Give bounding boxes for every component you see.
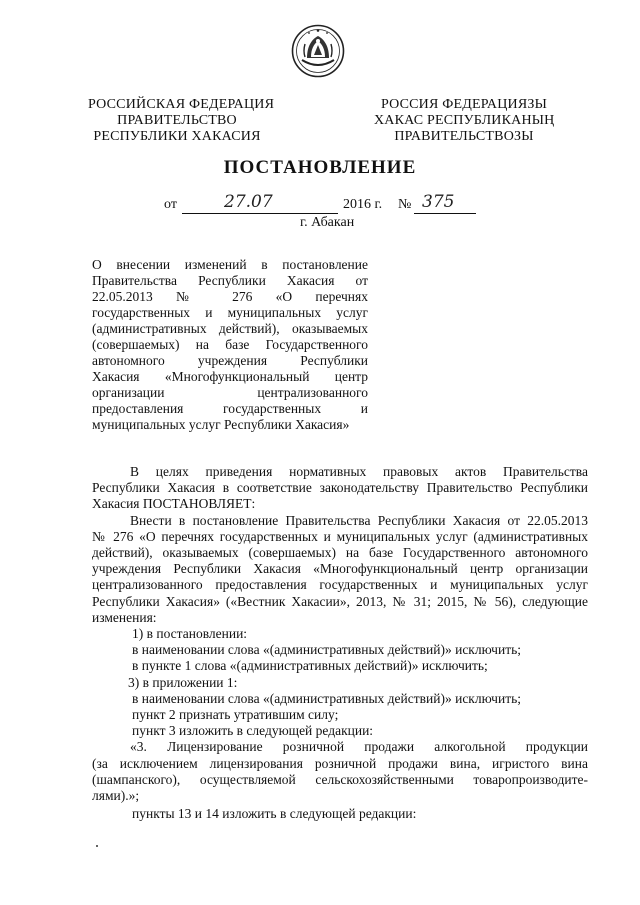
subject-line: Хакасия «Многофункциональный центр	[92, 369, 368, 384]
document-title: ПОСТАНОВЛЕНИЕ	[223, 157, 417, 178]
subject-line: О внесении изменений в постановление	[92, 257, 368, 272]
body-line: пункт 2 признать утратившим силу;	[132, 707, 339, 723]
number-sign: №	[398, 197, 412, 212]
body-line: Республики Хакасия в соответствие законодательству Правительство Республики	[92, 480, 588, 496]
body-line: пункт 3 изложить в следующей редакции:	[132, 723, 374, 739]
date-prefix: от	[164, 197, 177, 212]
subject-line: организации централизованного	[92, 385, 368, 400]
subject-line: 22.05.2013 № 276 «О перечнях	[92, 289, 368, 304]
body-line: (шампанского), осуществляемой сельскохозяйственными товаропроизводите-	[92, 771, 588, 787]
header-left-line: РЕСПУБЛИКИ ХАКАСИЯ	[93, 129, 261, 144]
body-line: централизованного предоставления государственных и муниципальных услуг	[92, 577, 588, 593]
body-line: (за исключением лицензирования розничной продажи вина, игристого вина	[92, 755, 588, 771]
body-line: 1) в постановлении:	[132, 626, 248, 642]
body-line: лями).»;	[92, 788, 140, 804]
subject-line: Правительства Республики Хакасия от	[92, 273, 368, 288]
subject-line: автономного учреждения Республики	[92, 353, 368, 368]
resolution-body	[92, 464, 588, 822]
subject-line: предоставления государственных и	[92, 401, 368, 416]
header-right-block	[374, 97, 554, 145]
header-left-line: ПРАВИТЕЛЬСТВО	[117, 113, 237, 128]
header-right-line: ХАКАС РЕСПУБЛИКАНЫҢ	[374, 113, 555, 128]
handwritten-number: 375	[422, 192, 455, 212]
body-line: № 276 «О перечнях государственных и муниципальных услуг (административных	[92, 528, 588, 544]
body-line: В целях приведения нормативных правовых актов Правительства	[130, 464, 588, 479]
year-label: 2016 г.	[343, 197, 383, 212]
page-speck	[96, 845, 98, 847]
header-left-line: РОССИЙСКАЯ ФЕДЕРАЦИЯ	[88, 97, 275, 112]
date-underline	[182, 213, 338, 214]
body-line: учреждения Республики Хакасия «Многофункциональный центр организации	[92, 561, 588, 577]
number-underline	[414, 213, 476, 214]
body-line: в наименовании слова «(административных действий)» исключить;	[132, 690, 521, 706]
body-line: изменения:	[92, 609, 157, 625]
coat-of-arms-emblem	[291, 24, 345, 78]
subject-line: (совершаемых) на базе Государственного	[92, 337, 368, 352]
header-right-line: РОССИЯ ФЕДЕРАЦИЯЗЫ	[380, 97, 548, 112]
body-line: действий), оказываемых (совершаемых) на базе Государственного автономного	[92, 545, 588, 561]
subject-block	[92, 257, 368, 433]
subject-line: (административных действий), оказываемых	[92, 321, 368, 336]
city-label: г. Абакан	[300, 215, 355, 230]
handwritten-date: 27.07	[224, 192, 273, 212]
header-left-block	[88, 97, 275, 145]
subject-line: государственных и муниципальных услуг	[92, 305, 368, 320]
body-line: пункты 13 и 14 изложить в следующей редакции:	[132, 806, 417, 822]
body-line: Республики Хакасия» («Вестник Хакасии», 2013, № 31; 2015, № 56), следующие	[92, 593, 588, 609]
body-line: «3. Лицензирование розничной продажи алкогольной продукции	[130, 739, 588, 755]
body-line: в наименовании слова «(административных действий)» исключить;	[132, 642, 521, 658]
body-line: 3) в приложении 1:	[128, 674, 238, 690]
body-line: Внести в постановление Правительства Республики Хакасия от 22.05.2013	[130, 512, 588, 528]
body-line: в пункте 1 слова «(административных действий)» исключить;	[132, 658, 488, 674]
header-right-line: ПРАВИТЕЛЬСТВОЗЫ	[394, 129, 534, 144]
subject-line: муниципальных услуг Республики Хакасия»	[92, 417, 350, 432]
body-line: Хакасия ПОСТАНОВЛЯЕТ:	[92, 496, 256, 512]
